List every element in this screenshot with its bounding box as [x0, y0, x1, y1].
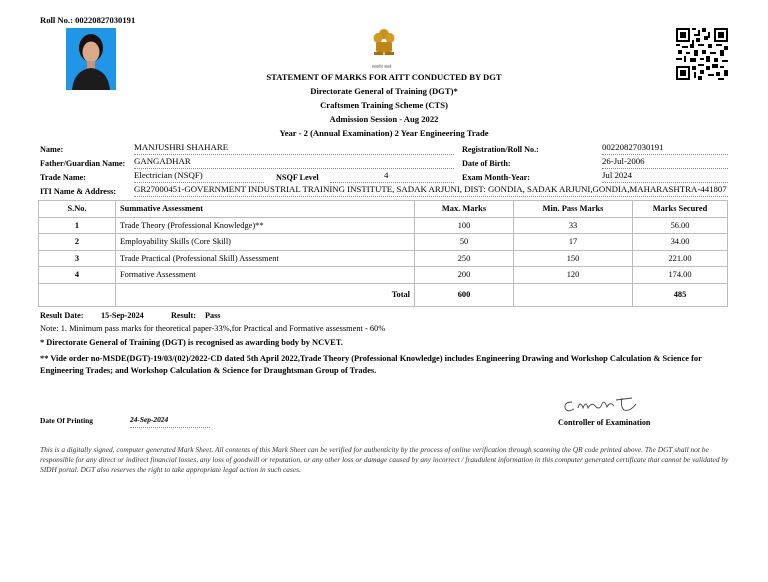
row-max: 50	[415, 234, 514, 251]
cts-line: Craftsmen Training Scheme (CTS)	[320, 100, 448, 110]
printing-date: 24-Sep-2024	[130, 415, 169, 424]
row-min: 17	[514, 234, 633, 251]
registration-label: Registration/Roll No.:	[462, 145, 539, 154]
trade-label: Trade Name:	[40, 173, 87, 182]
total-secured: 485	[633, 283, 728, 306]
nsqf-value: 4	[384, 170, 389, 180]
admission-session: Admission Session - Aug 2022	[329, 114, 439, 124]
iti-value: GR27000451-GOVERNMENT INDUSTRIAL TRAINING INSTITUTE, SADAK ARJUNI, DIST: GONDIA, SADAK ARJUNI,GONDIA,MAHARASHTRA-441807	[134, 184, 727, 194]
row-secured: 221.00	[633, 250, 728, 267]
guardian-value: GANGADHAR	[134, 156, 191, 166]
row-max: 250	[415, 250, 514, 267]
dgt-line: Directorate General of Training (DGT)*	[310, 86, 458, 96]
note-ncvet: * Directorate General of Training (DGT) is recognised as awarding body by NCVET.	[40, 338, 343, 347]
note-pass-marks: Note: 1. Minimum pass marks for theoretical paper-33%,for Practical and Formative assessment - 60%	[40, 324, 386, 333]
name-value: MANJUSHRI SHAHARE	[134, 142, 229, 152]
row-sno: 2	[39, 234, 116, 251]
total-row	[39, 283, 728, 306]
controller-signature-icon	[560, 392, 640, 416]
row-sno: 1	[39, 217, 116, 234]
row-max: 100	[415, 217, 514, 234]
row-assessment: Trade Practical (Professional Skill) Assessment	[116, 250, 415, 267]
exam-value: Jul 2024	[602, 170, 633, 180]
row-assessment: Trade Theory (Professional Knowledge)**	[116, 217, 415, 234]
row-min: 120	[514, 267, 633, 284]
exam-label: Exam Month-Year:	[462, 173, 530, 182]
col-min-pass-marks: Min. Pass Marks	[514, 201, 633, 218]
table-header-row	[39, 201, 728, 218]
name-underline	[134, 154, 454, 155]
table-row	[39, 267, 728, 284]
row-sno: 4	[39, 267, 116, 284]
row-secured: 34.00	[633, 234, 728, 251]
result-label: Result:	[171, 311, 197, 320]
nsqf-label: NSQF Level	[276, 173, 319, 182]
result-date-value: 15-Sep-2024	[101, 311, 144, 320]
name-label: Name:	[40, 145, 64, 154]
dob-value: 26-Jul-2006	[602, 156, 645, 166]
controller-label: Controller of Examination	[558, 418, 651, 427]
row-max: 200	[415, 267, 514, 284]
col-assessment: Summative Assessment	[116, 201, 415, 218]
exam-underline	[602, 182, 728, 183]
printing-label: Date Of Printing	[40, 416, 93, 425]
year-line: Year - 2 (Annual Examination) 2 Year Engineering Trade	[279, 128, 489, 138]
national-emblem-icon	[370, 26, 398, 66]
col-marks-secured: Marks Secured	[633, 201, 728, 218]
registration-underline	[602, 154, 728, 155]
guardian-label: Father/Guardian Name:	[40, 159, 126, 168]
roll-number: Roll No.: 00220827030191	[40, 15, 136, 25]
printing-underline	[130, 427, 210, 428]
trade-value: Electrician (NSQF)	[134, 170, 203, 180]
row-secured: 56.00	[633, 217, 728, 234]
row-assessment: Formative Assessment	[116, 267, 415, 284]
row-min: 33	[514, 217, 633, 234]
total-max: 600	[415, 283, 514, 306]
nsqf-underline	[330, 182, 454, 183]
row-assessment: Employability Skills (Core Skill)	[116, 234, 415, 251]
disclaimer-text: This is a digitally signed, computer generated Mark Sheet. All contents of this Mark Sheet can be verified for authenticity by the process of online verification through scanning the QR code printed above. The DGT shall not be responsible for any direct or indirect financial losses, any loss of goodwill or reputation, or any other loss or damage caused by any incorrect / fraudulent information in this computer generated certificate that cannot be validated by SIDH portal. DGT also reserves the right to take appropriate legal action in such cases.	[40, 445, 729, 475]
dob-underline	[602, 168, 728, 169]
total-blank	[39, 283, 116, 306]
col-max-marks: Max. Marks	[415, 201, 514, 218]
iti-label: ITI Name & Address:	[40, 187, 117, 196]
iti-underline	[134, 196, 728, 197]
statement-title: STATEMENT OF MARKS FOR AITT CONDUCTED BY DGT	[266, 72, 502, 82]
table-row	[39, 217, 728, 234]
total-min-blank	[514, 283, 633, 306]
col-sno: S.No.	[39, 201, 116, 218]
row-sno: 3	[39, 250, 116, 267]
total-label: Total	[116, 283, 415, 306]
marks-table	[38, 200, 728, 307]
result-date-label: Result Date:	[40, 311, 84, 320]
table-row	[39, 234, 728, 251]
trade-underline	[134, 182, 264, 183]
emblem-caption: सत्यमेव जयते	[372, 64, 392, 69]
note-msde-order: ** Vide order no-MSDE(DGT)-19/03/(02)/2022-CD dated 5th April 2022,Trade Theory (Professional Knowledge) includes Engineering Drawing and Workshop Calculation & Science for Engineering Trades; and Workshop Calculation & Science for Draughtsman Group of Trades.	[40, 354, 702, 375]
table-row	[39, 250, 728, 267]
dob-label: Date of Birth:	[462, 159, 511, 168]
registration-value: 00220827030191	[602, 142, 664, 152]
guardian-underline	[134, 168, 454, 169]
row-min: 150	[514, 250, 633, 267]
row-secured: 174.00	[633, 267, 728, 284]
result-value: Pass	[205, 311, 221, 320]
